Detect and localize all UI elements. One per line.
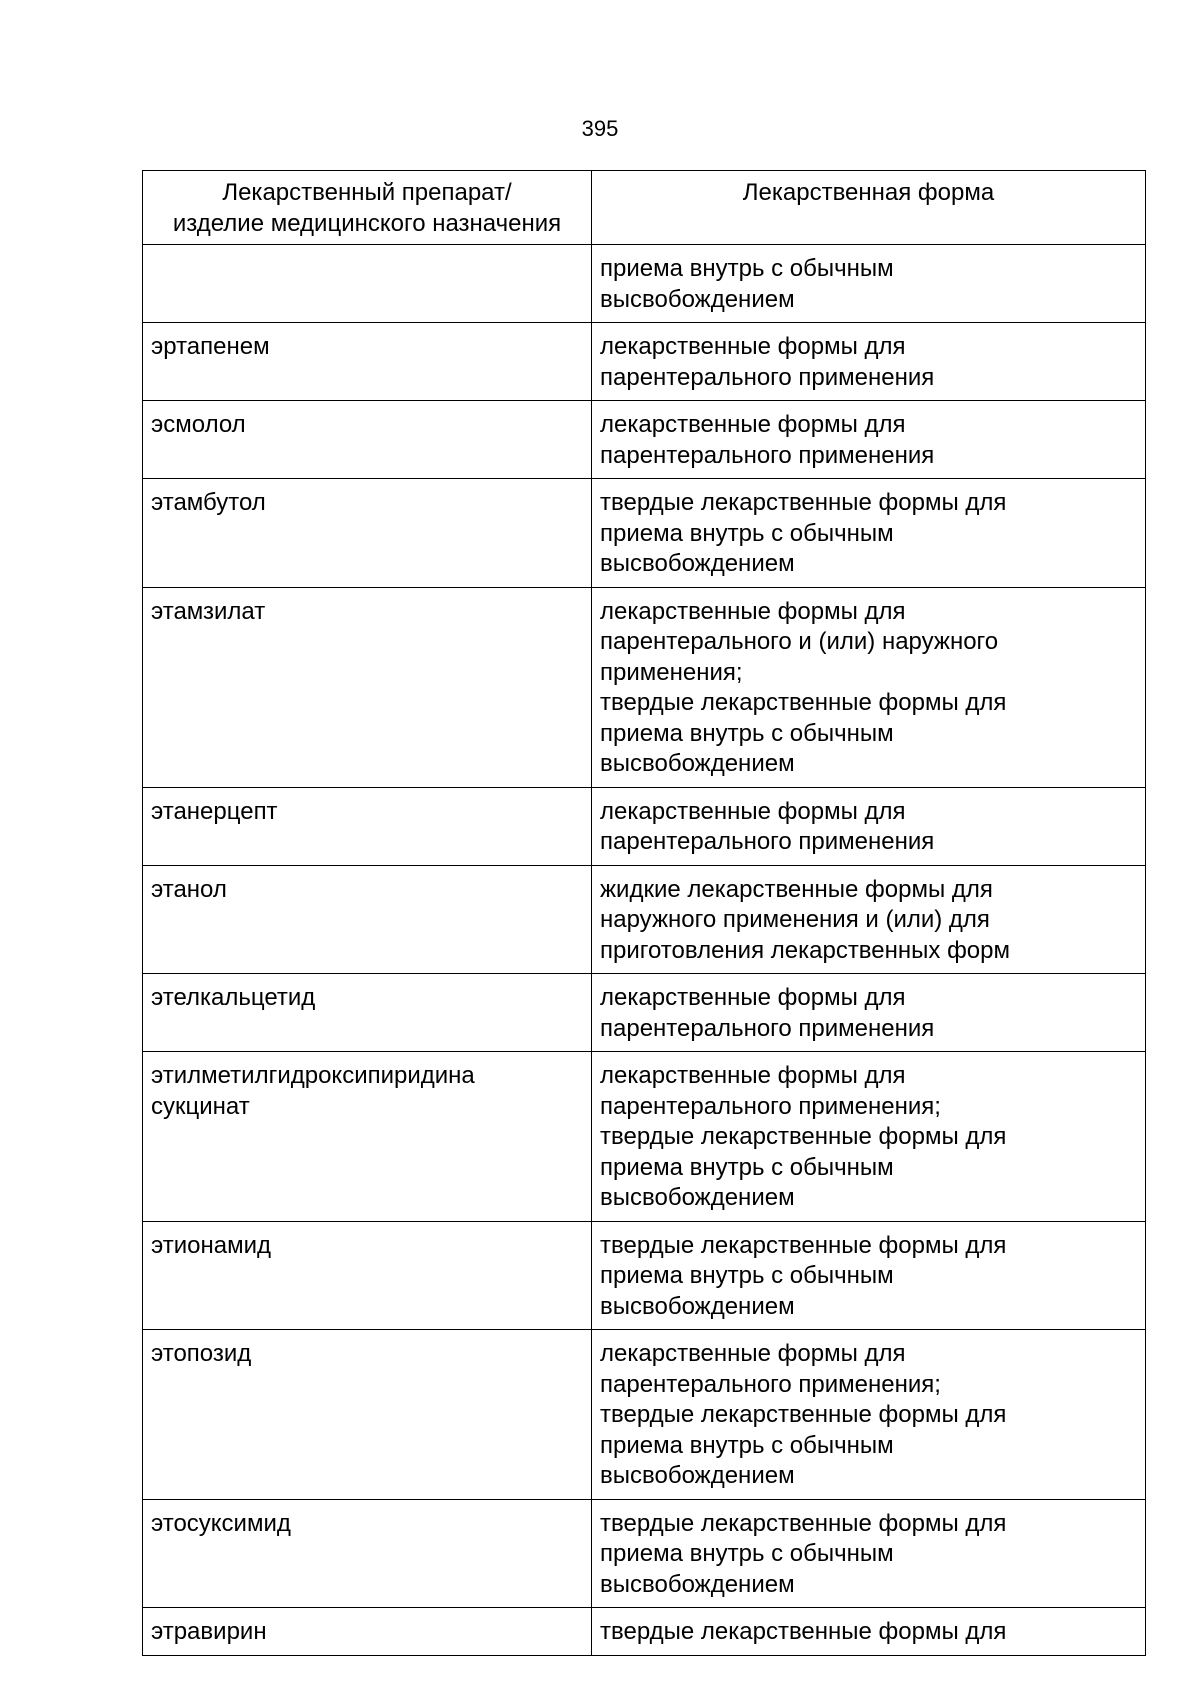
table-row [143, 974, 1146, 1052]
drug-name-cell: этамзилат [143, 587, 592, 787]
page-number: 395 [581, 116, 619, 141]
table-row [143, 865, 1146, 974]
drug-name-cell: этионамид [143, 1221, 592, 1330]
drug-name-cell: эртапенем [143, 323, 592, 401]
table-body [143, 245, 1146, 1656]
drug-name-cell: эсмолол [143, 401, 592, 479]
drug-name-cell: этелкальцетид [143, 974, 592, 1052]
drug-name-cell [143, 245, 592, 323]
dosage-form-cell: лекарственные формы для парентерального применения; твердые лекарственные формы для приема внутрь с обычным высвобождением [592, 1330, 1146, 1500]
dosage-form-cell: лекарственные формы для парентерального применения [592, 401, 1146, 479]
dosage-form-cell: твердые лекарственные формы для приема внутрь с обычным высвобождением [592, 479, 1146, 588]
dosage-form-cell: твердые лекарственные формы для [592, 1608, 1146, 1656]
drug-name-cell: этанерцепт [143, 787, 592, 865]
header-row [143, 171, 1146, 245]
table-row [143, 1221, 1146, 1330]
dosage-form-cell: лекарственные формы для парентерального применения [592, 787, 1146, 865]
header-drug: Лекарственный препарат/ изделие медицинского назначения [143, 171, 592, 245]
drug-name-cell: этилметилгидроксипиридина сукцинат [143, 1052, 592, 1222]
table-row [143, 1499, 1146, 1608]
dosage-form-cell: лекарственные формы для парентерального применения [592, 974, 1146, 1052]
drug-name-cell: этопозид [143, 1330, 592, 1500]
table-row [143, 1608, 1146, 1656]
table-header [143, 171, 1146, 245]
table-row [143, 1330, 1146, 1500]
dosage-form-cell: лекарственные формы для парентерального и (или) наружного применения; твердые лекарственные формы для приема внутрь с обычным высвобождением [592, 587, 1146, 787]
table-row [143, 401, 1146, 479]
drug-name-cell: этравирин [143, 1608, 592, 1656]
table-row [143, 587, 1146, 787]
dosage-form-cell: лекарственные формы для парентерального применения [592, 323, 1146, 401]
table-row [143, 1052, 1146, 1222]
dosage-form-cell: жидкие лекарственные формы для наружного применения и (или) для приготовления лекарственных форм [592, 865, 1146, 974]
header-form: Лекарственная форма [592, 171, 1146, 245]
drug-name-cell: этанол [143, 865, 592, 974]
table-row [143, 787, 1146, 865]
drug-name-cell: этамбутол [143, 479, 592, 588]
dosage-form-cell: твердые лекарственные формы для приема внутрь с обычным высвобождением [592, 1499, 1146, 1608]
table-row [143, 323, 1146, 401]
table-row [143, 479, 1146, 588]
dosage-form-cell: твердые лекарственные формы для приема внутрь с обычным высвобождением [592, 1221, 1146, 1330]
dosage-form-cell: приема внутрь с обычным высвобождением [592, 245, 1146, 323]
drug-form-table [142, 170, 1146, 1656]
dosage-form-cell: лекарственные формы для парентерального применения; твердые лекарственные формы для приема внутрь с обычным высвобождением [592, 1052, 1146, 1222]
table-row [143, 245, 1146, 323]
drug-name-cell: этосуксимид [143, 1499, 592, 1608]
